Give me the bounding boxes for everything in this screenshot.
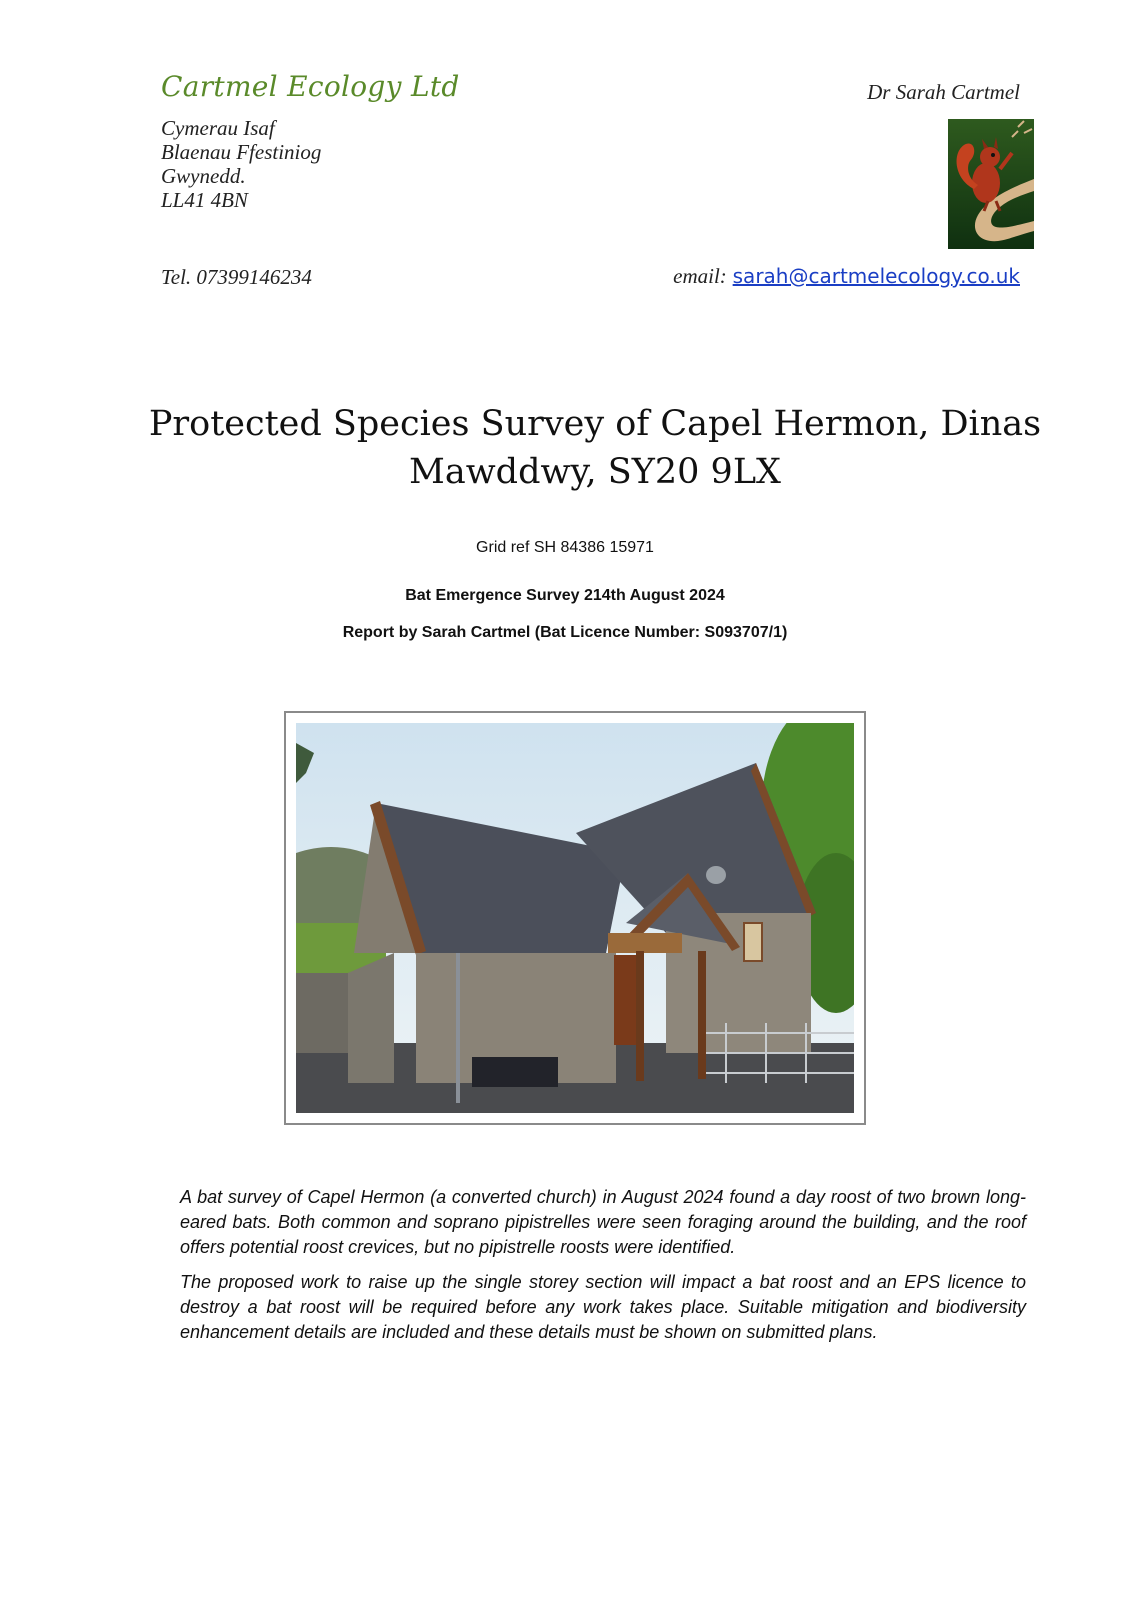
address-line: Cymerau Isaf	[161, 116, 275, 140]
stone-chapel-photo	[296, 723, 854, 1113]
author-name: Dr Sarah Cartmel	[867, 80, 1020, 104]
survey-date: Bat Emergence Survey 214th August 2024	[405, 587, 725, 604]
email-line	[673, 264, 1020, 289]
company-name: Cartmel Ecology Ltd	[161, 70, 460, 103]
summary-paragraph: The proposed work to raise up the single storey section will impact a bat roost and an EPS licence to destroy a bat roost will be required before any work takes place. Suitable mitigation and biodiversity enhancement details are included and these details must be shown on submitted plans.	[180, 1272, 1026, 1342]
summary-text	[180, 1185, 1026, 1355]
address-line: Gwynedd.	[161, 164, 246, 188]
address-line: Blaenau Ffestiniog	[161, 140, 322, 164]
telephone: Tel. 07399146234	[161, 265, 312, 289]
address-line: LL41 4BN	[161, 188, 248, 212]
grid-reference: Grid ref SH 84386 15971	[476, 539, 654, 556]
report-title: Protected Species Survey of Capel Hermon, Dinas Mawddwy, SY20 9LX	[148, 404, 1042, 492]
company-address	[161, 116, 321, 212]
email-link[interactable]: sarah@cartmelecology.co.uk	[732, 264, 1020, 288]
report-author: Report by Sarah Cartmel (Bat Licence Number: S093707/1)	[342, 624, 788, 641]
building-photo	[284, 711, 866, 1125]
email-label: email:	[673, 264, 727, 288]
red-squirrel-logo-icon	[948, 119, 1034, 249]
summary-paragraph: A bat survey of Capel Hermon (a converted church) in August 2024 found a day roost of two brown long-eared bats. Both common and soprano pipistrelles were seen foraging around the building, and the roof offers potential roost crevices, but no pipistrelle roosts were identified.	[180, 1187, 1026, 1257]
